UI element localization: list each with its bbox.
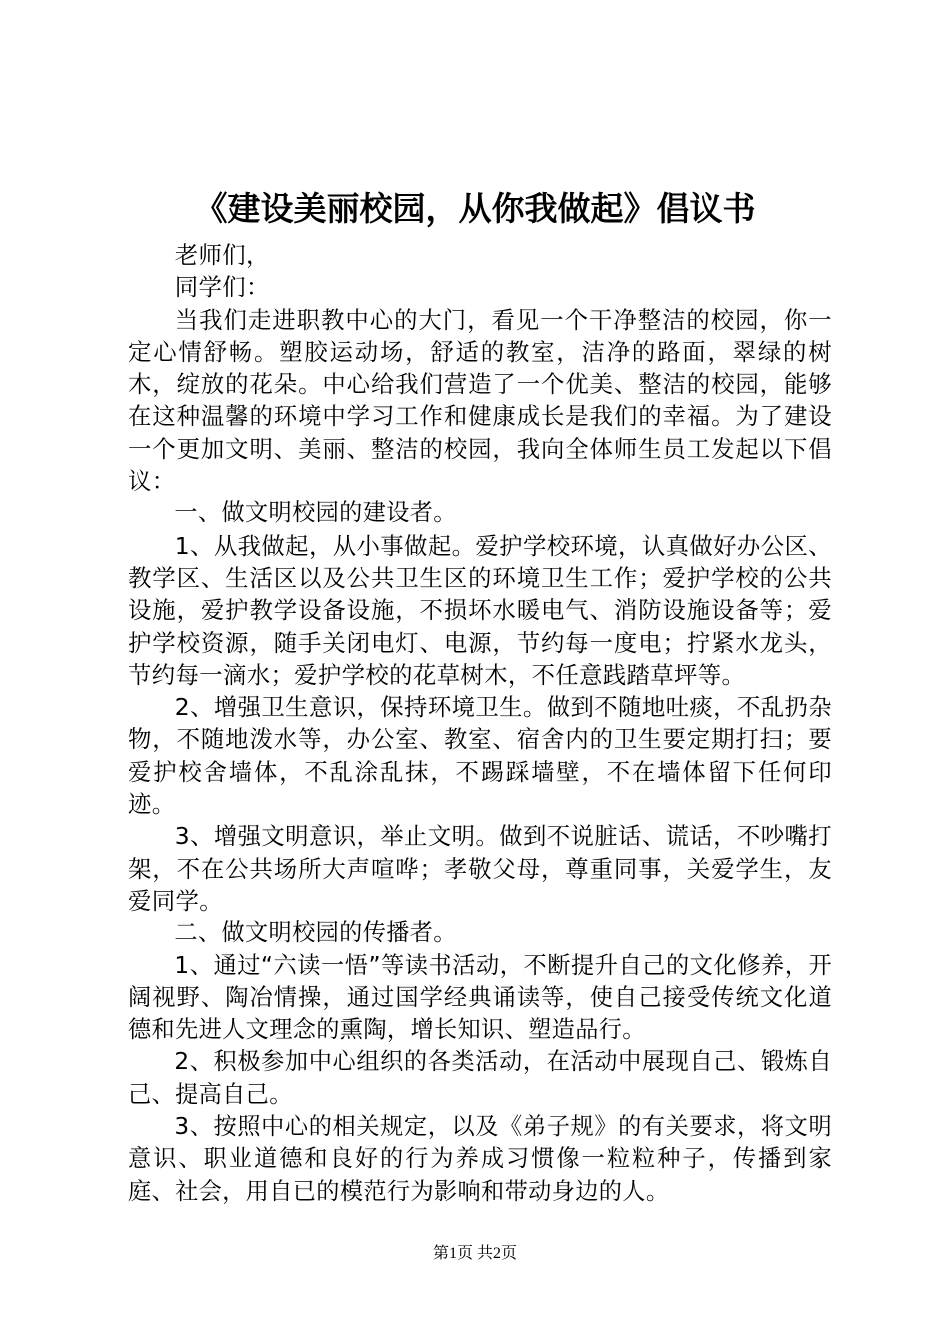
section-2-item-3: 3、按照中心的相关规定，以及《弟子规》的有关要求，将文明意识、职业道德和良好的行为养成习惯像一粒粒种子，传播到家庭、社会，用自已的模范行为影响和带动身边的人。 <box>128 1113 832 1205</box>
item-lead: 2、增强卫生意识，保持环境卫生。 <box>174 693 547 722</box>
intro-paragraph: 当我们走进职教中心的大门，看见一个干净整洁的校园，你一定心情舒畅。塑胶运动场，舒适的教室，洁净的路面，翠绿的树木，绽放的花朵。中心给我们营造了一个优美、整洁的校园，能够在这种温馨的环境中学习工作和健康成长是我们的幸福。为了建设一个更加文明、美丽、整洁的校园，我向全体师生员工发起以下倡议： <box>128 305 832 496</box>
section-1-item-1 <box>128 530 832 691</box>
salutation-teachers: 老师们， <box>174 241 270 269</box>
section-1-item-2 <box>128 691 832 820</box>
page-number: 第1页 共2页 <box>432 1245 517 1262</box>
item-text: 做到不随地吐痰，不乱扔杂物，不随地泼水等，办公室、教室、宿舍内的卫生要定期打扫；要爱护校舍墙体，不乱涂乱抹，不踢踩墙壁，不在墙体留下任何印迹。 <box>128 693 832 819</box>
section-2-item-2: 2、积极参加中心组织的各类活动，在活动中展现自己、锻炼自己、提高自己。 <box>128 1048 832 1108</box>
document-title: 《建设美丽校园，从你我做起》倡议书 <box>194 189 756 228</box>
salutation-students: 同学们： <box>174 273 270 302</box>
item-text: 做到不说脏话、谎话，不吵嘴打架，不在公共场所大声喧哗；孝敬父母，尊重同事，关爱学生，友爱同学。 <box>128 822 833 915</box>
section-1-item-3 <box>128 820 832 917</box>
item-text: 爱护学校环境，认真做好办公区、教学区、生活区以及公共卫生区的环境卫生工作；爱护学校的公共设施，爱护教学设备设施，不损坏水暖电气、消防设施设备等；爱护学校资源，随手关闭电灯、电源，节约每一度电；拧紧水龙头，节约每一滴水；爱护学校的花草树木，不任意践踏草坪等。 <box>128 531 833 689</box>
document-body <box>128 239 832 1208</box>
item-lead: 1、从我做起，从小事做起。 <box>174 531 476 560</box>
section-1-heading: 一、做文明校园的建设者。 <box>174 499 457 527</box>
section-2-item-1: 1、通过“六读一悟”等读书活动，不断提升自己的文化修养，开阔视野、陶冶情操，通过国学经典诵读等，使自己接受传统文化道德和先进人文理念的熏陶，增长知识、塑造品行。 <box>128 951 832 1044</box>
section-2-heading: 二、做文明校园的传播者。 <box>174 919 457 947</box>
item-lead: 3、增强文明意识，举止文明。 <box>174 822 500 851</box>
